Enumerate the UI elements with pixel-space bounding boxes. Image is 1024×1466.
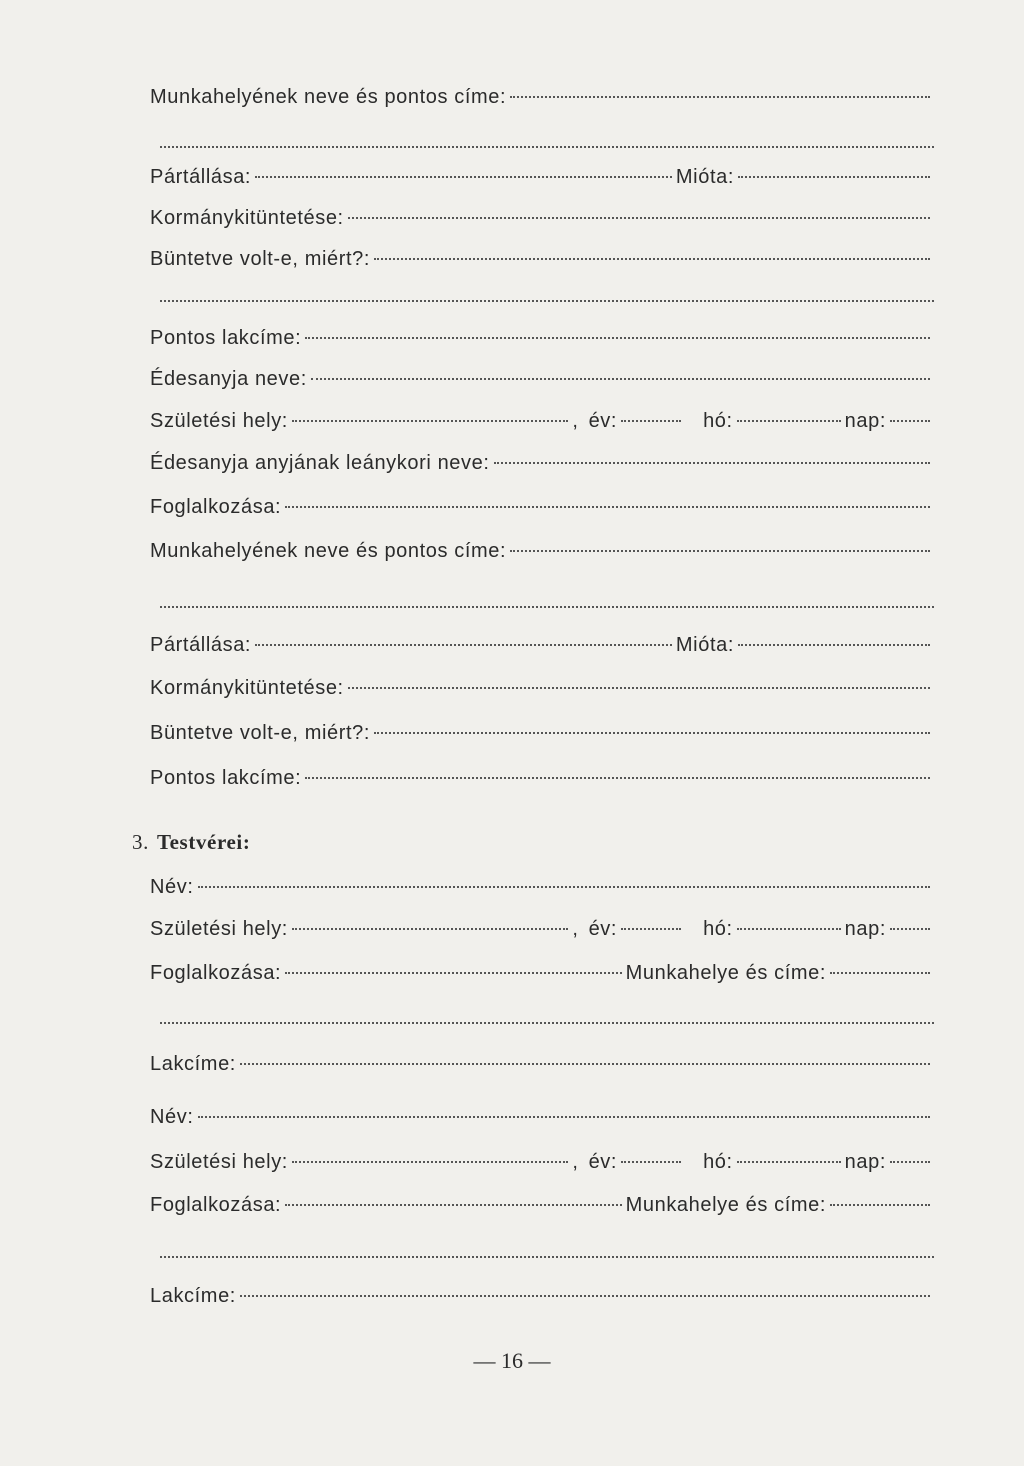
sibling2-name-field[interactable] (198, 1116, 930, 1118)
sibling1-workplace-continuation-field[interactable] (160, 1022, 934, 1024)
sibling2-workplace-field[interactable] (830, 1204, 930, 1206)
award-row-2 (150, 677, 934, 707)
workplace-label: Munkahelye és címe: (625, 1194, 826, 1216)
sibling2-occupation-field[interactable] (285, 1204, 621, 1206)
occupation-row (150, 496, 934, 526)
since-label: Mióta: (675, 166, 734, 188)
occupation-label: Foglalkozása: (150, 962, 282, 984)
birthplace-label: Születési hely: (150, 1151, 288, 1173)
workplace-row-2 (150, 540, 934, 570)
year-field[interactable] (621, 420, 681, 422)
address-field-2[interactable] (305, 777, 930, 779)
month-field[interactable] (737, 420, 841, 422)
workplace-label: Munkahelyének neve és pontos címe: (150, 86, 507, 108)
siblings-heading (132, 830, 250, 855)
sibling1-workplace-field[interactable] (830, 972, 930, 974)
convicted-field-2[interactable] (374, 732, 930, 734)
sibling1-day-field[interactable] (890, 928, 930, 930)
sibling1-month-field[interactable] (737, 928, 841, 930)
section-number: 3. (132, 830, 149, 854)
year-label: év: (588, 918, 618, 940)
mother-name-field[interactable] (311, 378, 930, 380)
convicted-row (150, 248, 934, 278)
grandmother-field[interactable] (494, 462, 931, 464)
page-number: — 16 — (473, 1348, 551, 1373)
residence-label: Lakcíme: (150, 1053, 236, 1075)
section-title: Testvérei: (156, 830, 251, 854)
mother-birth-row (150, 410, 934, 440)
workplace-label: Munkahelyének neve és pontos címe: (150, 540, 507, 562)
day-field[interactable] (890, 420, 930, 422)
sibling1-name-row (150, 876, 934, 906)
convicted-label: Büntetve volt-e, miért?: (150, 248, 371, 270)
award-field[interactable] (348, 217, 930, 219)
residence-label: Lakcíme: (150, 1285, 236, 1307)
convicted-continuation-field[interactable] (160, 300, 934, 302)
comma-label: , (572, 918, 579, 940)
sibling2-residence-row (150, 1285, 934, 1315)
sibling1-occupation-field[interactable] (285, 972, 621, 974)
sibling1-residence-row (150, 1053, 934, 1083)
year-label: év: (588, 410, 618, 432)
party-label: Pártállása: (150, 166, 252, 188)
party-label: Pártállása: (150, 634, 252, 656)
name-label: Név: (150, 876, 194, 898)
convicted-label: Büntetve volt-e, miért?: (150, 722, 371, 744)
workplace-field[interactable] (510, 96, 930, 98)
birthplace-label: Születési hely: (150, 918, 288, 940)
mother-name-label: Édesanyja neve: (150, 368, 307, 390)
month-label: hó: (703, 410, 733, 432)
month-label: hó: (703, 918, 733, 940)
since-field[interactable] (738, 176, 930, 178)
sibling2-occupation-row (150, 1194, 934, 1224)
sibling1-residence-field[interactable] (240, 1063, 930, 1065)
party-row-2 (150, 634, 934, 664)
award-row (150, 207, 934, 237)
party-field[interactable] (255, 176, 672, 178)
comma-label: , (572, 1151, 579, 1173)
month-label: hó: (703, 1151, 733, 1173)
day-label: nap: (844, 410, 886, 432)
convicted-field[interactable] (374, 258, 930, 260)
award-label: Kormánykitüntetése: (150, 207, 344, 229)
sibling2-month-field[interactable] (737, 1161, 841, 1163)
grandmother-label: Édesanyja anyjának leánykori neve: (150, 452, 490, 474)
sibling1-year-field[interactable] (621, 928, 681, 930)
workplace-field-2[interactable] (510, 550, 930, 552)
mother-name-row (150, 368, 934, 398)
sibling1-occupation-row (150, 962, 934, 992)
address-row-2 (150, 767, 934, 797)
since-field-2[interactable] (738, 644, 930, 646)
name-label: Név: (150, 1106, 194, 1128)
day-label: nap: (844, 918, 886, 940)
day-label: nap: (844, 1151, 886, 1173)
occupation-label: Foglalkozása: (150, 1194, 282, 1216)
sibling2-year-field[interactable] (621, 1161, 681, 1163)
year-label: év: (588, 1151, 618, 1173)
sibling2-birthplace-field[interactable] (292, 1161, 568, 1163)
birthplace-label: Születési hely: (150, 410, 288, 432)
sibling1-name-field[interactable] (198, 886, 930, 888)
workplace-row (150, 86, 934, 116)
sibling2-workplace-continuation-field[interactable] (160, 1256, 934, 1258)
sibling2-name-row (150, 1106, 934, 1136)
workplace-continuation-field-2[interactable] (160, 606, 934, 608)
sibling2-day-field[interactable] (890, 1161, 930, 1163)
award-label: Kormánykitüntetése: (150, 677, 344, 699)
address-label: Pontos lakcíme: (150, 767, 302, 789)
award-field-2[interactable] (348, 687, 930, 689)
address-field[interactable] (305, 337, 930, 339)
birthplace-field[interactable] (292, 420, 568, 422)
party-row (150, 166, 934, 196)
sibling1-birth-row (150, 918, 934, 948)
address-label: Pontos lakcíme: (150, 327, 302, 349)
since-label: Mióta: (675, 634, 734, 656)
workplace-label: Munkahelye és címe: (625, 962, 826, 984)
grandmother-row (150, 452, 934, 482)
convicted-row-2 (150, 722, 934, 752)
party-field-2[interactable] (255, 644, 672, 646)
address-row (150, 327, 934, 357)
sibling1-birthplace-field[interactable] (292, 928, 568, 930)
comma-label: , (572, 410, 579, 432)
occupation-label: Foglalkozása: (150, 496, 282, 518)
workplace-continuation-field[interactable] (160, 146, 934, 148)
occupation-field[interactable] (285, 506, 930, 508)
sibling2-birth-row (150, 1151, 934, 1181)
sibling2-residence-field[interactable] (240, 1295, 930, 1297)
